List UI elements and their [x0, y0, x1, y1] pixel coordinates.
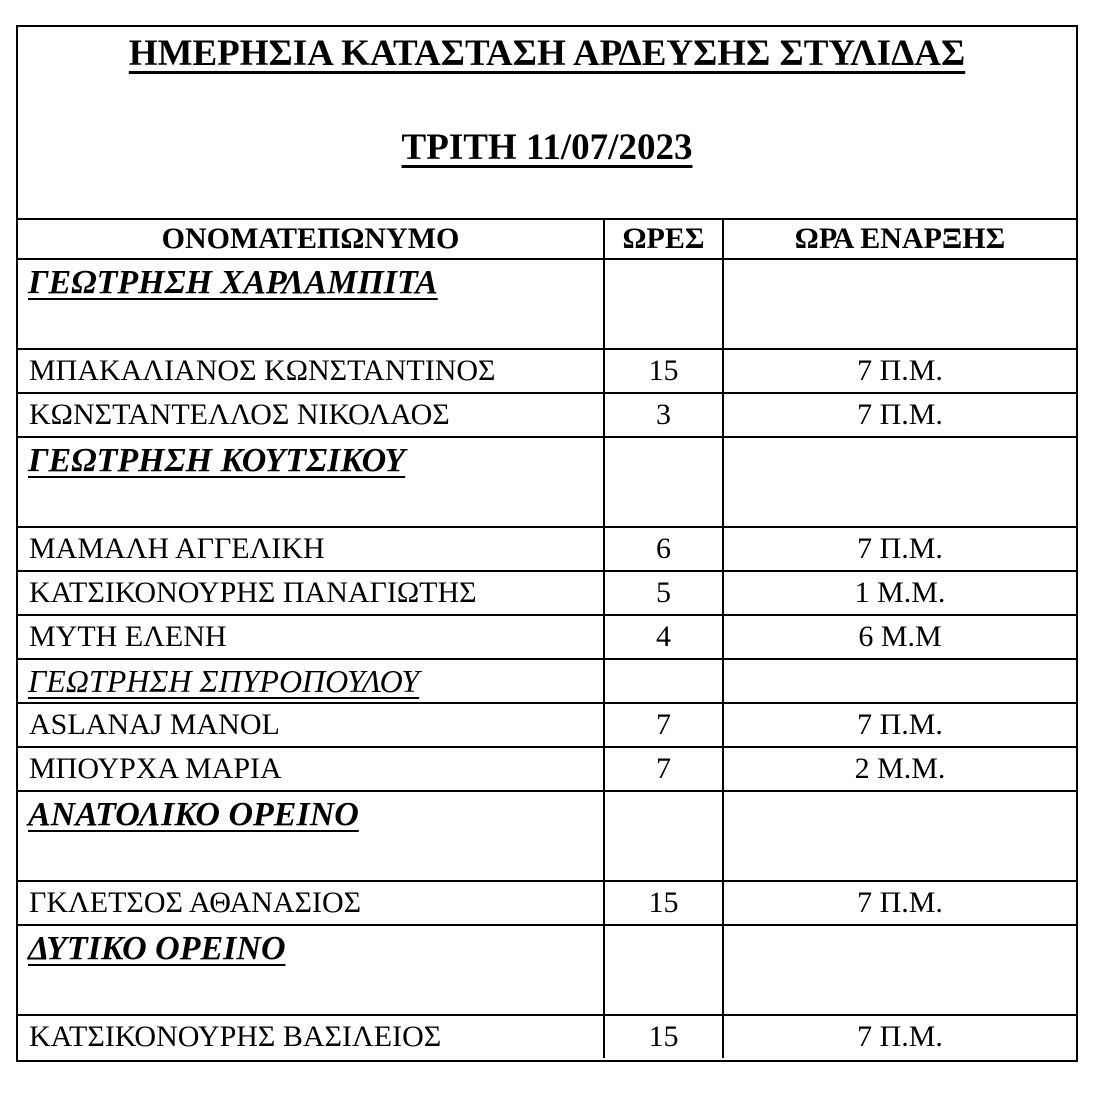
table-row: [18, 703, 1076, 747]
section-title-text: ΓΕΩΤΡΗΣΗ ΚΟΥΤΣΙΚΟΥ: [28, 442, 406, 479]
start-time-value: 7 Π.Μ.: [723, 349, 1076, 393]
table-row: [18, 393, 1076, 437]
empty-cell: [604, 791, 723, 881]
person-name: ΚΑΤΣΙΚΟΝΟΥΡΗΣ ΠΑΝΑΓΙΩΤΗΣ: [18, 571, 604, 615]
empty-cell: [723, 925, 1076, 1015]
table-row: [18, 615, 1076, 659]
person-name: ΓΚΛΕΤΣΟΣ ΑΘΑΝΑΣΙΟΣ: [18, 881, 604, 925]
start-time-value: 2 Μ.Μ.: [723, 747, 1076, 791]
document-title-text: ΗΜΕΡΗΣΙΑ ΚΑΤΑΣΤΑΣΗ ΑΡΔΕΥΣΗΣ ΣΤΥΛΙΔΑΣ: [128, 33, 966, 74]
document-date-text: ΤΡΙΤΗ 11/07/2023: [401, 127, 693, 168]
empty-cell: [604, 925, 723, 1015]
column-header-hours: ΩΡΕΣ: [604, 220, 723, 259]
person-name: ΜΥΤΗ ΕΛΕΝΗ: [18, 615, 604, 659]
section-title-text: ΓΕΩΤΡΗΣΗ ΣΠΥΡΟΠΟΥΛΟΥ: [28, 663, 420, 699]
empty-cell: [723, 791, 1076, 881]
hours-value: 5: [604, 571, 723, 615]
empty-cell: [604, 259, 723, 349]
section-row: [18, 925, 1076, 1015]
person-name: ΚΑΤΣΙΚΟΝΟΥΡΗΣ ΒΑΣΙΛΕΙΟΣ: [18, 1015, 604, 1058]
table-row: [18, 527, 1076, 571]
hours-value: 15: [604, 349, 723, 393]
person-name: ΜΠΑΚΑΛΙΑΝΟΣ ΚΩΝΣΤΑΝΤΙΝΟΣ: [18, 349, 604, 393]
start-time-value: 1 Μ.Μ.: [723, 571, 1076, 615]
empty-cell: [723, 659, 1076, 703]
section-row: [18, 659, 1076, 703]
section-title: [18, 259, 604, 349]
start-time-value: 7 Π.Μ.: [723, 703, 1076, 747]
table-row: [18, 1015, 1076, 1058]
section-title-text: ΑΝΑΤΟΛΙΚΟ ΟΡΕΙΝΟ: [28, 796, 359, 833]
table-row: [18, 747, 1076, 791]
table-row: [18, 571, 1076, 615]
section-row: [18, 437, 1076, 527]
hours-value: 4: [604, 615, 723, 659]
hours-value: 7: [604, 703, 723, 747]
section-title: [18, 437, 604, 527]
document-date: [18, 128, 1076, 168]
empty-cell: [604, 437, 723, 527]
start-time-value: 7 Π.Μ.: [723, 881, 1076, 925]
hours-value: 15: [604, 1015, 723, 1058]
section-title-text: ΔΥΤΙΚΟ ΟΡΕΙΝΟ: [28, 930, 286, 967]
hours-value: 15: [604, 881, 723, 925]
person-name: ΚΩΝΣΤΑΝΤΕΛΛΟΣ ΝΙΚΟΛΑΟΣ: [18, 393, 604, 437]
irrigation-schedule-sheet: [16, 25, 1078, 1062]
section-title: [18, 791, 604, 881]
table-header-row: [18, 220, 1076, 259]
irrigation-table: [18, 220, 1076, 1058]
start-time-value: 6 Μ.Μ: [723, 615, 1076, 659]
start-time-value: 7 Π.Μ.: [723, 393, 1076, 437]
section-title: [18, 925, 604, 1015]
section-title: [18, 659, 604, 703]
document-title: [18, 34, 1076, 74]
table-row: [18, 881, 1076, 925]
start-time-value: 7 Π.Μ.: [723, 1015, 1076, 1058]
empty-cell: [604, 659, 723, 703]
person-name: ASLANAJ MANOL: [18, 703, 604, 747]
column-header-name: ΟΝΟΜΑΤΕΠΩΝΥΜΟ: [18, 220, 604, 259]
empty-cell: [723, 259, 1076, 349]
person-name: ΜΠΟΥΡΧΑ ΜΑΡΙΑ: [18, 747, 604, 791]
hours-value: 3: [604, 393, 723, 437]
section-row: [18, 791, 1076, 881]
table-row: [18, 349, 1076, 393]
hours-value: 7: [604, 747, 723, 791]
section-title-text: ΓΕΩΤΡΗΣΗ ΧΑΡΛΑΜΠΙΤΑ: [28, 264, 438, 301]
empty-cell: [723, 437, 1076, 527]
section-row: [18, 259, 1076, 349]
start-time-value: 7 Π.Μ.: [723, 527, 1076, 571]
column-header-start-time: ΩΡΑ ΕΝΑΡΞΗΣ: [723, 220, 1076, 259]
title-block: [18, 27, 1076, 220]
hours-value: 6: [604, 527, 723, 571]
person-name: ΜΑΜΑΛΗ ΑΓΓΕΛΙΚΗ: [18, 527, 604, 571]
